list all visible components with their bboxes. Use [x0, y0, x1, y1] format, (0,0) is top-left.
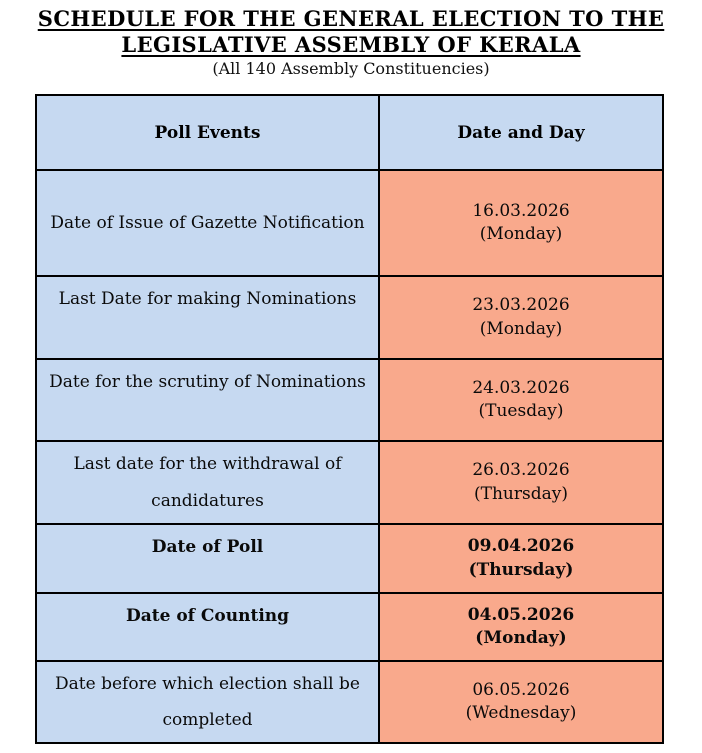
day-value: (Thursday) — [468, 559, 574, 580]
poll-event-cell: Date of Counting — [36, 593, 379, 661]
date-and-day-cell — [379, 170, 663, 276]
schedule-row — [36, 524, 663, 593]
poll-event-cell: Date of Poll — [36, 524, 379, 593]
date-and-day-cell — [379, 524, 663, 593]
day-value: (Monday) — [479, 318, 563, 339]
date-value: 06.05.2026 — [472, 679, 570, 700]
day-value: (Wednesday) — [465, 703, 577, 724]
date-value: 24.03.2026 — [472, 377, 570, 398]
poll-event-cell: Last Date for making Nominations — [36, 276, 379, 359]
date-value: 23.03.2026 — [472, 295, 570, 316]
date-and-day-cell — [379, 661, 663, 743]
column-header-date-and-day: Date and Day — [379, 95, 663, 170]
poll-event-cell: Last date for the withdrawal of candidatures — [36, 441, 379, 524]
date-value: 16.03.2026 — [472, 200, 570, 221]
date-and-day-cell — [379, 359, 663, 441]
schedule-row — [36, 593, 663, 661]
poll-event-cell: Date for the scrutiny of Nominations — [36, 359, 379, 441]
poll-event-cell: Date before which election shall be completed — [36, 661, 379, 743]
schedule-row — [36, 359, 663, 441]
title-line-1: SCHEDULE FOR THE GENERAL ELECTION TO THE — [37, 6, 665, 31]
header-row — [36, 95, 663, 170]
date-and-day-cell — [379, 441, 663, 524]
day-value: (Thursday) — [474, 483, 568, 504]
document-subtitle: (All 140 Assembly Constituencies) — [212, 59, 490, 79]
day-value: (Monday) — [475, 628, 567, 649]
date-value: 09.04.2026 — [467, 536, 575, 557]
schedule-table-body — [36, 170, 663, 743]
day-value: (Monday) — [479, 224, 563, 245]
document-title — [0, 0, 702, 80]
date-value: 04.05.2026 — [467, 604, 575, 625]
schedule-row — [36, 661, 663, 743]
schedule-row — [36, 441, 663, 524]
day-value: (Tuesday) — [478, 401, 564, 422]
schedule-row — [36, 276, 663, 359]
column-header-poll-events: Poll Events — [36, 95, 379, 170]
date-value: 26.03.2026 — [472, 460, 570, 481]
title-line-2: LEGISLATIVE ASSEMBLY OF KERALA — [121, 31, 581, 57]
date-and-day-cell — [379, 276, 663, 359]
schedule-row — [36, 170, 663, 276]
election-schedule-table — [35, 94, 664, 744]
poll-event-cell: Date of Issue of Gazette Notification — [36, 170, 379, 276]
date-and-day-cell — [379, 593, 663, 661]
